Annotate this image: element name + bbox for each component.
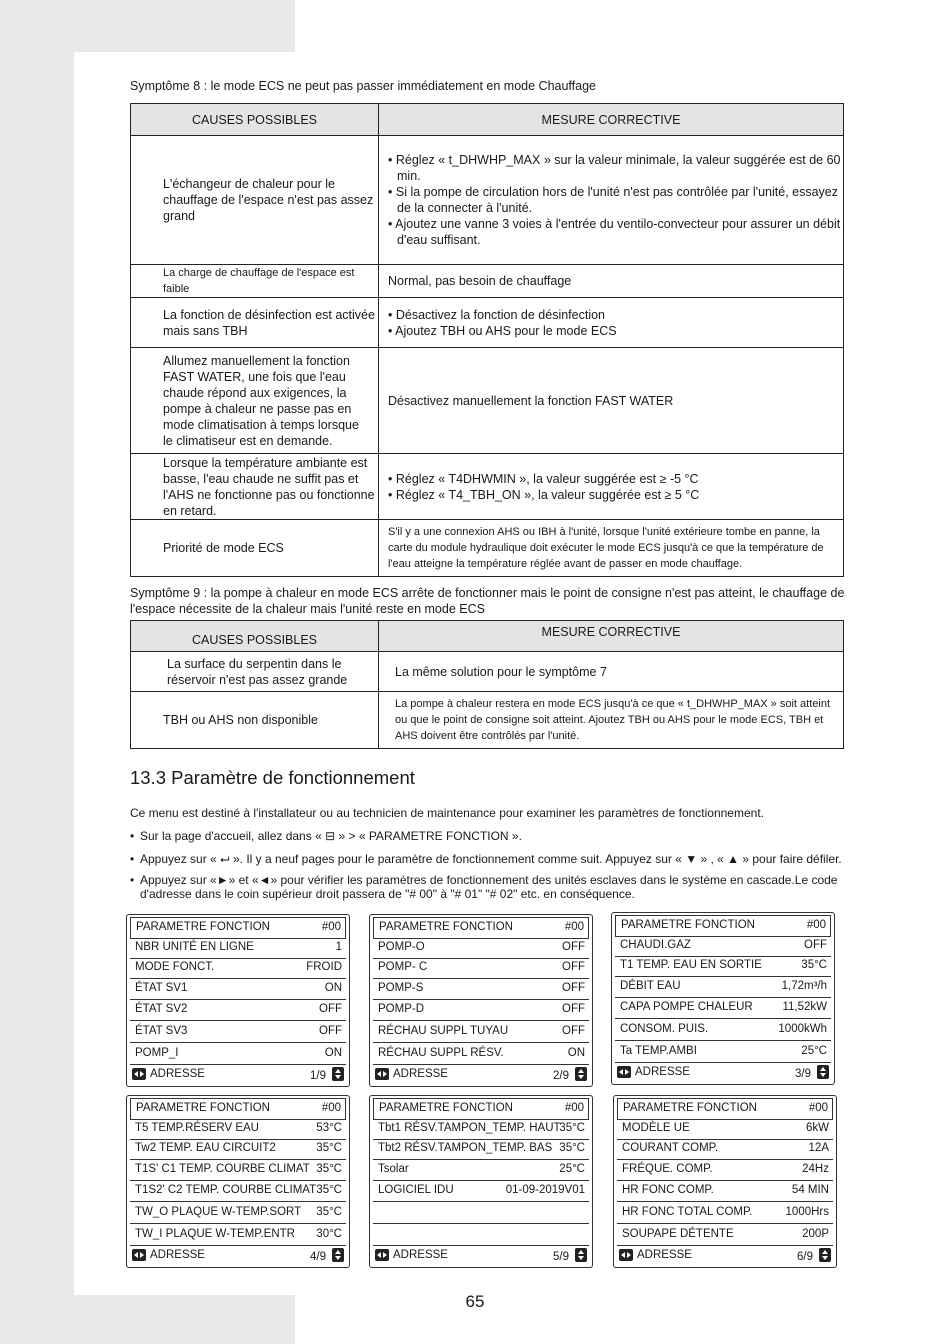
parameter-row [617, 1160, 833, 1181]
parameter-value: 25°C [559, 1163, 585, 1175]
parameter-row [130, 1000, 346, 1021]
parameter-row [373, 1119, 589, 1140]
address-label: ADRESSE [393, 1249, 448, 1261]
parameter-value: 25°C [801, 1045, 827, 1057]
parameter-label: POMP- C [378, 961, 428, 973]
parameter-row [130, 1225, 346, 1246]
parameter-row [373, 1203, 589, 1224]
panel-title: PARAMETRE FONCTION [379, 921, 513, 933]
column-header: MESURE CORRECTIVE [379, 621, 844, 652]
panel-header [617, 1098, 833, 1120]
parameter-row [615, 1020, 831, 1041]
parameter-label: SOUPAPE DÉTENTE [622, 1228, 734, 1240]
parameter-label: T1S' C1 TEMP. COURBE CLIMAT [135, 1163, 310, 1175]
up-down-arrows-icon[interactable] [575, 1248, 587, 1262]
page-indicator: 5/9 [553, 1251, 569, 1263]
section-intro: Ce menu est destiné à l'installateur ou au technicien de maintenance pour examiner les paramètres de fonctionnement. [130, 806, 764, 820]
measure-item: • Ajoutez TBH ou AHS pour le mode ECS [388, 323, 617, 338]
parameter-value: 24Hz [802, 1163, 829, 1175]
parameter-value: 6kW [806, 1122, 829, 1134]
list-item: • Appuyez sur «►» et «◄» pour vérifier les paramètres de fonctionnement des unités esclaves dans le système en cascade.Le code d'adresse dans le coin supérieur droit passera de "# 00" à "# 01" "# 02" etc. en conséquence. [130, 873, 838, 901]
cause-cell: Priorité de mode ECS [131, 520, 379, 577]
parameter-value: 35°C [559, 1122, 585, 1134]
table-row [131, 265, 844, 298]
column-header: CAUSES POSSIBLES [131, 104, 379, 136]
parameter-value: OFF [562, 941, 585, 953]
parameter-panel [613, 1095, 837, 1268]
parameter-value: 200P [802, 1228, 829, 1240]
measure-cell: S'il y a une connexion AHS ou IBH à l'unité, lorsque l'unité extérieure tombe en panne, la carte du module hydraulique doit exécuter le mode ECS jusqu'à ce que la température de l'eau atteigne la température réglée avant de passer en mode chauffage. [379, 520, 844, 577]
panel-footer [130, 1066, 346, 1084]
parameter-label: HR FONC COMP. [622, 1184, 714, 1196]
parameter-row [373, 958, 589, 979]
address-label: ADRESSE [635, 1066, 690, 1078]
table-row [131, 298, 844, 348]
parameter-value: OFF [562, 982, 585, 994]
parameter-row [615, 936, 831, 957]
panel-footer [130, 1247, 346, 1265]
symptom9-title: Symptôme 9 : la pompe à chaleur en mode ECS arrête de fonctionner mais le point de consigne n'est pas atteint, le chauffage de l'espace nécessite de la chaleur mais l'unité reste en mode ECS [130, 586, 845, 616]
parameter-label: T1 TEMP. EAU EN SORTIE [620, 959, 762, 971]
parameter-label: DÉBIT EAU [620, 980, 681, 992]
parameter-value: 1 [335, 941, 342, 953]
parameter-panel [126, 914, 350, 1087]
panel-title: PARAMETRE FONCTION [623, 1102, 757, 1114]
measure-item: • Désactivez la fonction de désinfection [388, 307, 606, 322]
cause-cell: La surface du serpentin dans le réservoir n'est pas assez grande [131, 652, 379, 692]
left-right-arrows-icon[interactable] [617, 1066, 631, 1078]
parameter-value: 30°C [316, 1228, 342, 1240]
panel-footer [373, 1066, 589, 1084]
parameter-row [373, 979, 589, 1000]
section-heading: 13.3 Paramètre de fonctionnement [130, 767, 415, 788]
panel-code: #00 [564, 1102, 584, 1114]
parameter-row [130, 1044, 346, 1065]
parameter-label: HR FONC TOTAL COMP. [622, 1206, 753, 1218]
measure-item: • Réglez « T4_TBH_ON », la valeur suggérée est ≥ 5 °C [388, 487, 700, 502]
measure-cell: Normal, pas besoin de chauffage [379, 265, 844, 298]
table-row [131, 348, 844, 454]
parameter-label: RÉCHAU SUPPL TUYAU [378, 1025, 509, 1037]
parameter-label: CONSOM. PUIS. [620, 1023, 709, 1035]
cause-cell: La fonction de désinfection est activée mais sans TBH [131, 298, 379, 348]
parameter-value: OFF [562, 961, 585, 973]
parameter-label: FRÉQUE. COMP. [622, 1163, 713, 1175]
table-row [131, 520, 844, 577]
parameter-row [373, 1181, 589, 1202]
panel-header [373, 917, 589, 939]
page-margin-top [295, 0, 950, 60]
up-down-arrows-icon[interactable] [575, 1067, 587, 1081]
page-indicator: 3/9 [795, 1068, 811, 1080]
cause-cell: L'échangeur de chaleur pour le chauffage de l'espace n'est pas assez grand [131, 136, 379, 265]
parameter-label: T1S2' C2 TEMP. COURBE CLIMAT [135, 1184, 317, 1196]
bullet: • [130, 873, 135, 887]
parameter-label: CHAUDI.GAZ [620, 939, 691, 951]
parameter-row [130, 1203, 346, 1224]
parameter-value: 01-09-2019V01 [505, 1184, 585, 1196]
up-down-arrows-icon[interactable] [817, 1065, 829, 1079]
table-row [131, 454, 844, 520]
parameter-row [130, 1022, 346, 1043]
cause-cell: Lorsque la température ambiante est basse, l'eau chaude ne suffit pas et l'AHS ne fonctionne pas ou fonctionne en retard. [131, 454, 379, 520]
left-right-arrows-icon[interactable] [375, 1068, 389, 1080]
column-header: CAUSES POSSIBLES [131, 621, 379, 652]
parameter-row [617, 1225, 833, 1246]
panel-title: PARAMETRE FONCTION [379, 1102, 513, 1114]
parameter-row [130, 1181, 346, 1202]
panel-title: PARAMETRE FONCTION [621, 919, 755, 931]
bullet: • [130, 829, 135, 843]
page-indicator: 1/9 [310, 1070, 326, 1082]
parameter-value: 1,72m³/h [781, 980, 827, 992]
parameter-row [617, 1203, 833, 1224]
parameter-label: MODE FONCT. [135, 961, 215, 973]
left-right-arrows-icon[interactable] [375, 1249, 389, 1261]
parameter-row [615, 956, 831, 977]
page-indicator: 2/9 [553, 1070, 569, 1082]
parameter-label: Tw2 TEMP. EAU CIRCUIT2 [135, 1142, 276, 1154]
parameter-panel [611, 912, 835, 1085]
up-down-arrows-icon[interactable] [332, 1067, 344, 1081]
panel-code: #00 [808, 1102, 828, 1114]
parameter-label: COURANT COMP. [622, 1142, 719, 1154]
address-label: ADRESSE [637, 1249, 692, 1261]
panel-code: #00 [321, 921, 341, 933]
parameter-value: OFF [562, 1003, 585, 1015]
parameter-label: ÉTAT SV3 [135, 1025, 188, 1037]
parameter-value: OFF [319, 1003, 342, 1015]
panel-title: PARAMETRE FONCTION [136, 921, 270, 933]
page-indicator: 6/9 [797, 1251, 813, 1263]
measure-item: • Réglez « t_DHWHP_MAX » sur la valeur minimale, la valeur suggérée est de 60 min. [388, 153, 841, 183]
parameter-row [373, 1022, 589, 1043]
parameter-label: POMP-O [378, 941, 425, 953]
measure-item: • Réglez « T4DHWMIN », la valeur suggérée est ≥ -5 °C [388, 471, 699, 486]
panel-code: #00 [321, 1102, 341, 1114]
cause-cell: La charge de chauffage de l'espace est faible [131, 265, 379, 298]
measure-list [388, 152, 843, 248]
parameter-label: Tsolar [378, 1163, 409, 1175]
parameter-value: OFF [319, 1025, 342, 1037]
up-down-arrows-icon[interactable] [819, 1248, 831, 1262]
parameter-label: MODÈLE UE [622, 1122, 690, 1134]
panel-code: #00 [564, 921, 584, 933]
parameter-panel [126, 1095, 350, 1268]
measure-cell: La pompe à chaleur restera en mode ECS jusqu'à ce que « t_DHWHP_MAX » soit atteint ou que le point de consigne soit atteint. Ajoutez TBH ou AHS pour le mode ECS, TBH et AHS doivent être contrôlés par l'unité. [379, 692, 844, 749]
parameter-row [130, 979, 346, 1000]
panel-title: PARAMETRE FONCTION [136, 1102, 270, 1114]
measure-cell: La même solution pour le symptôme 7 [379, 652, 844, 692]
address-label: ADRESSE [150, 1249, 205, 1261]
parameter-panel [369, 914, 593, 1087]
parameter-value: OFF [804, 939, 827, 951]
parameter-row [130, 1160, 346, 1181]
parameter-value: 35°C [316, 1206, 342, 1218]
parameter-row [615, 998, 831, 1019]
parameter-row [617, 1181, 833, 1202]
left-right-arrows-icon[interactable] [132, 1068, 146, 1080]
parameter-label: Tbt1 RÉSV.TAMPON_TEMP. HAUT [378, 1122, 561, 1134]
parameter-value: 1000kWh [778, 1023, 827, 1035]
column-header: MESURE CORRECTIVE [379, 104, 844, 136]
parameter-value: FROID [306, 961, 342, 973]
list-item: • Sur la page d'accueil, allez dans « ⊟ » > « PARAMETRE FONCTION ». [130, 829, 522, 843]
parameter-value: 12A [808, 1142, 829, 1154]
parameter-row [130, 1119, 346, 1140]
parameter-row [615, 977, 831, 998]
panel-header [615, 915, 831, 937]
cause-cell: Allumez manuellement la fonction FAST WATER, une fois que l'eau chaude répond aux exigences, la pompe à chaleur ne passe pas en mode climatisation à temps lorsque le climatiseur est en demande. [131, 348, 379, 454]
parameter-label: NBR UNITÉ EN LIGNE [135, 941, 254, 953]
parameter-label: POMP-D [378, 1003, 424, 1015]
parameter-value: 35°C [316, 1142, 342, 1154]
parameter-row [615, 1042, 831, 1063]
symptom9-table [130, 620, 844, 749]
parameter-row [373, 1044, 589, 1065]
measure-list [388, 307, 843, 339]
parameter-label: T5 TEMP.RÉSERV EAU [135, 1122, 259, 1134]
parameter-row [373, 1160, 589, 1181]
parameter-label: TW_I PLAQUE W-TEMP.ENTR [135, 1228, 295, 1240]
panel-footer [373, 1247, 589, 1265]
parameter-value: 11,52kW [782, 1001, 827, 1013]
panel-header [373, 1098, 589, 1120]
parameter-value: 35°C [801, 959, 827, 971]
table-row [131, 136, 844, 265]
parameter-value: ON [567, 1047, 585, 1059]
left-right-arrows-icon[interactable] [619, 1249, 633, 1261]
parameter-row [373, 1139, 589, 1160]
parameter-value: OFF [562, 1025, 585, 1037]
page-indicator: 4/9 [310, 1251, 326, 1263]
parameter-label: Tbt2 RÉSV.TAMPON_TEMP. BAS [378, 1142, 553, 1154]
parameter-row [617, 1139, 833, 1160]
list-item: • Appuyez sur « ⮠ ». Il y a neuf pages pour le paramètre de fonctionnement comme suit. Appuyez sur « ▼ » , « ▲ » pour faire défiler. [130, 852, 842, 866]
panel-header [130, 917, 346, 939]
parameter-label: CAPA POMPE CHALEUR [620, 1001, 753, 1013]
parameter-value: 53°C [316, 1122, 342, 1134]
parameter-row [373, 938, 589, 959]
parameter-label: POMP-S [378, 982, 424, 994]
page-number: 65 [465, 1292, 485, 1311]
parameter-row [373, 1225, 589, 1246]
parameter-value: 35°C [316, 1163, 342, 1175]
parameter-label: Ta TEMP.AMBI [620, 1045, 697, 1057]
parameter-value: 35°C [559, 1142, 585, 1154]
parameter-row [130, 938, 346, 959]
panel-code: #00 [806, 919, 826, 931]
left-right-arrows-icon[interactable] [132, 1249, 146, 1261]
measure-cell: Désactivez manuellement la fonction FAST WATER [379, 348, 844, 454]
parameter-row [130, 958, 346, 979]
parameter-label: TW_O PLAQUE W-TEMP.SORT [135, 1206, 302, 1218]
measure-list [388, 471, 843, 503]
parameter-value: ON [324, 1047, 342, 1059]
parameter-row [373, 1000, 589, 1021]
address-label: ADRESSE [150, 1068, 205, 1080]
panel-header [130, 1098, 346, 1120]
panel-footer [617, 1247, 833, 1265]
bullet: • [130, 852, 135, 866]
up-down-arrows-icon[interactable] [332, 1248, 344, 1262]
symptom8-title: Symptôme 8 : le mode ECS ne peut pas passer immédiatement en mode Chauffage [130, 79, 596, 93]
parameter-value: 35°C [316, 1184, 342, 1196]
parameter-row [130, 1139, 346, 1160]
table-row [131, 692, 844, 749]
parameter-label: LOGICIEL IDU [378, 1184, 454, 1196]
panel-footer [615, 1064, 831, 1082]
cause-cell: TBH ou AHS non disponible [131, 692, 379, 749]
parameter-label: RÉCHAU SUPPL RÉSV. [378, 1047, 504, 1059]
parameter-label: ÉTAT SV2 [135, 1003, 188, 1015]
table-row [131, 652, 844, 692]
parameter-value: 54 MIN [791, 1184, 829, 1196]
address-label: ADRESSE [393, 1068, 448, 1080]
parameter-row [617, 1119, 833, 1140]
parameter-panel [369, 1095, 593, 1268]
parameter-value: 1000Hrs [785, 1206, 829, 1218]
measure-item: • Ajoutez une vanne 3 voies à l'entrée du ventilo-convecteur pour assurer un débit d'eau suffisant. [388, 217, 841, 247]
parameter-value: ON [324, 982, 342, 994]
symptom8-table [130, 103, 844, 577]
parameter-label: ÉTAT SV1 [135, 982, 188, 994]
parameter-label: POMP_I [135, 1047, 179, 1059]
measure-item: • Si la pompe de circulation hors de l'unité n'est pas contrôlée par l'unité, essayez de la connecter à l'unité. [388, 185, 838, 215]
